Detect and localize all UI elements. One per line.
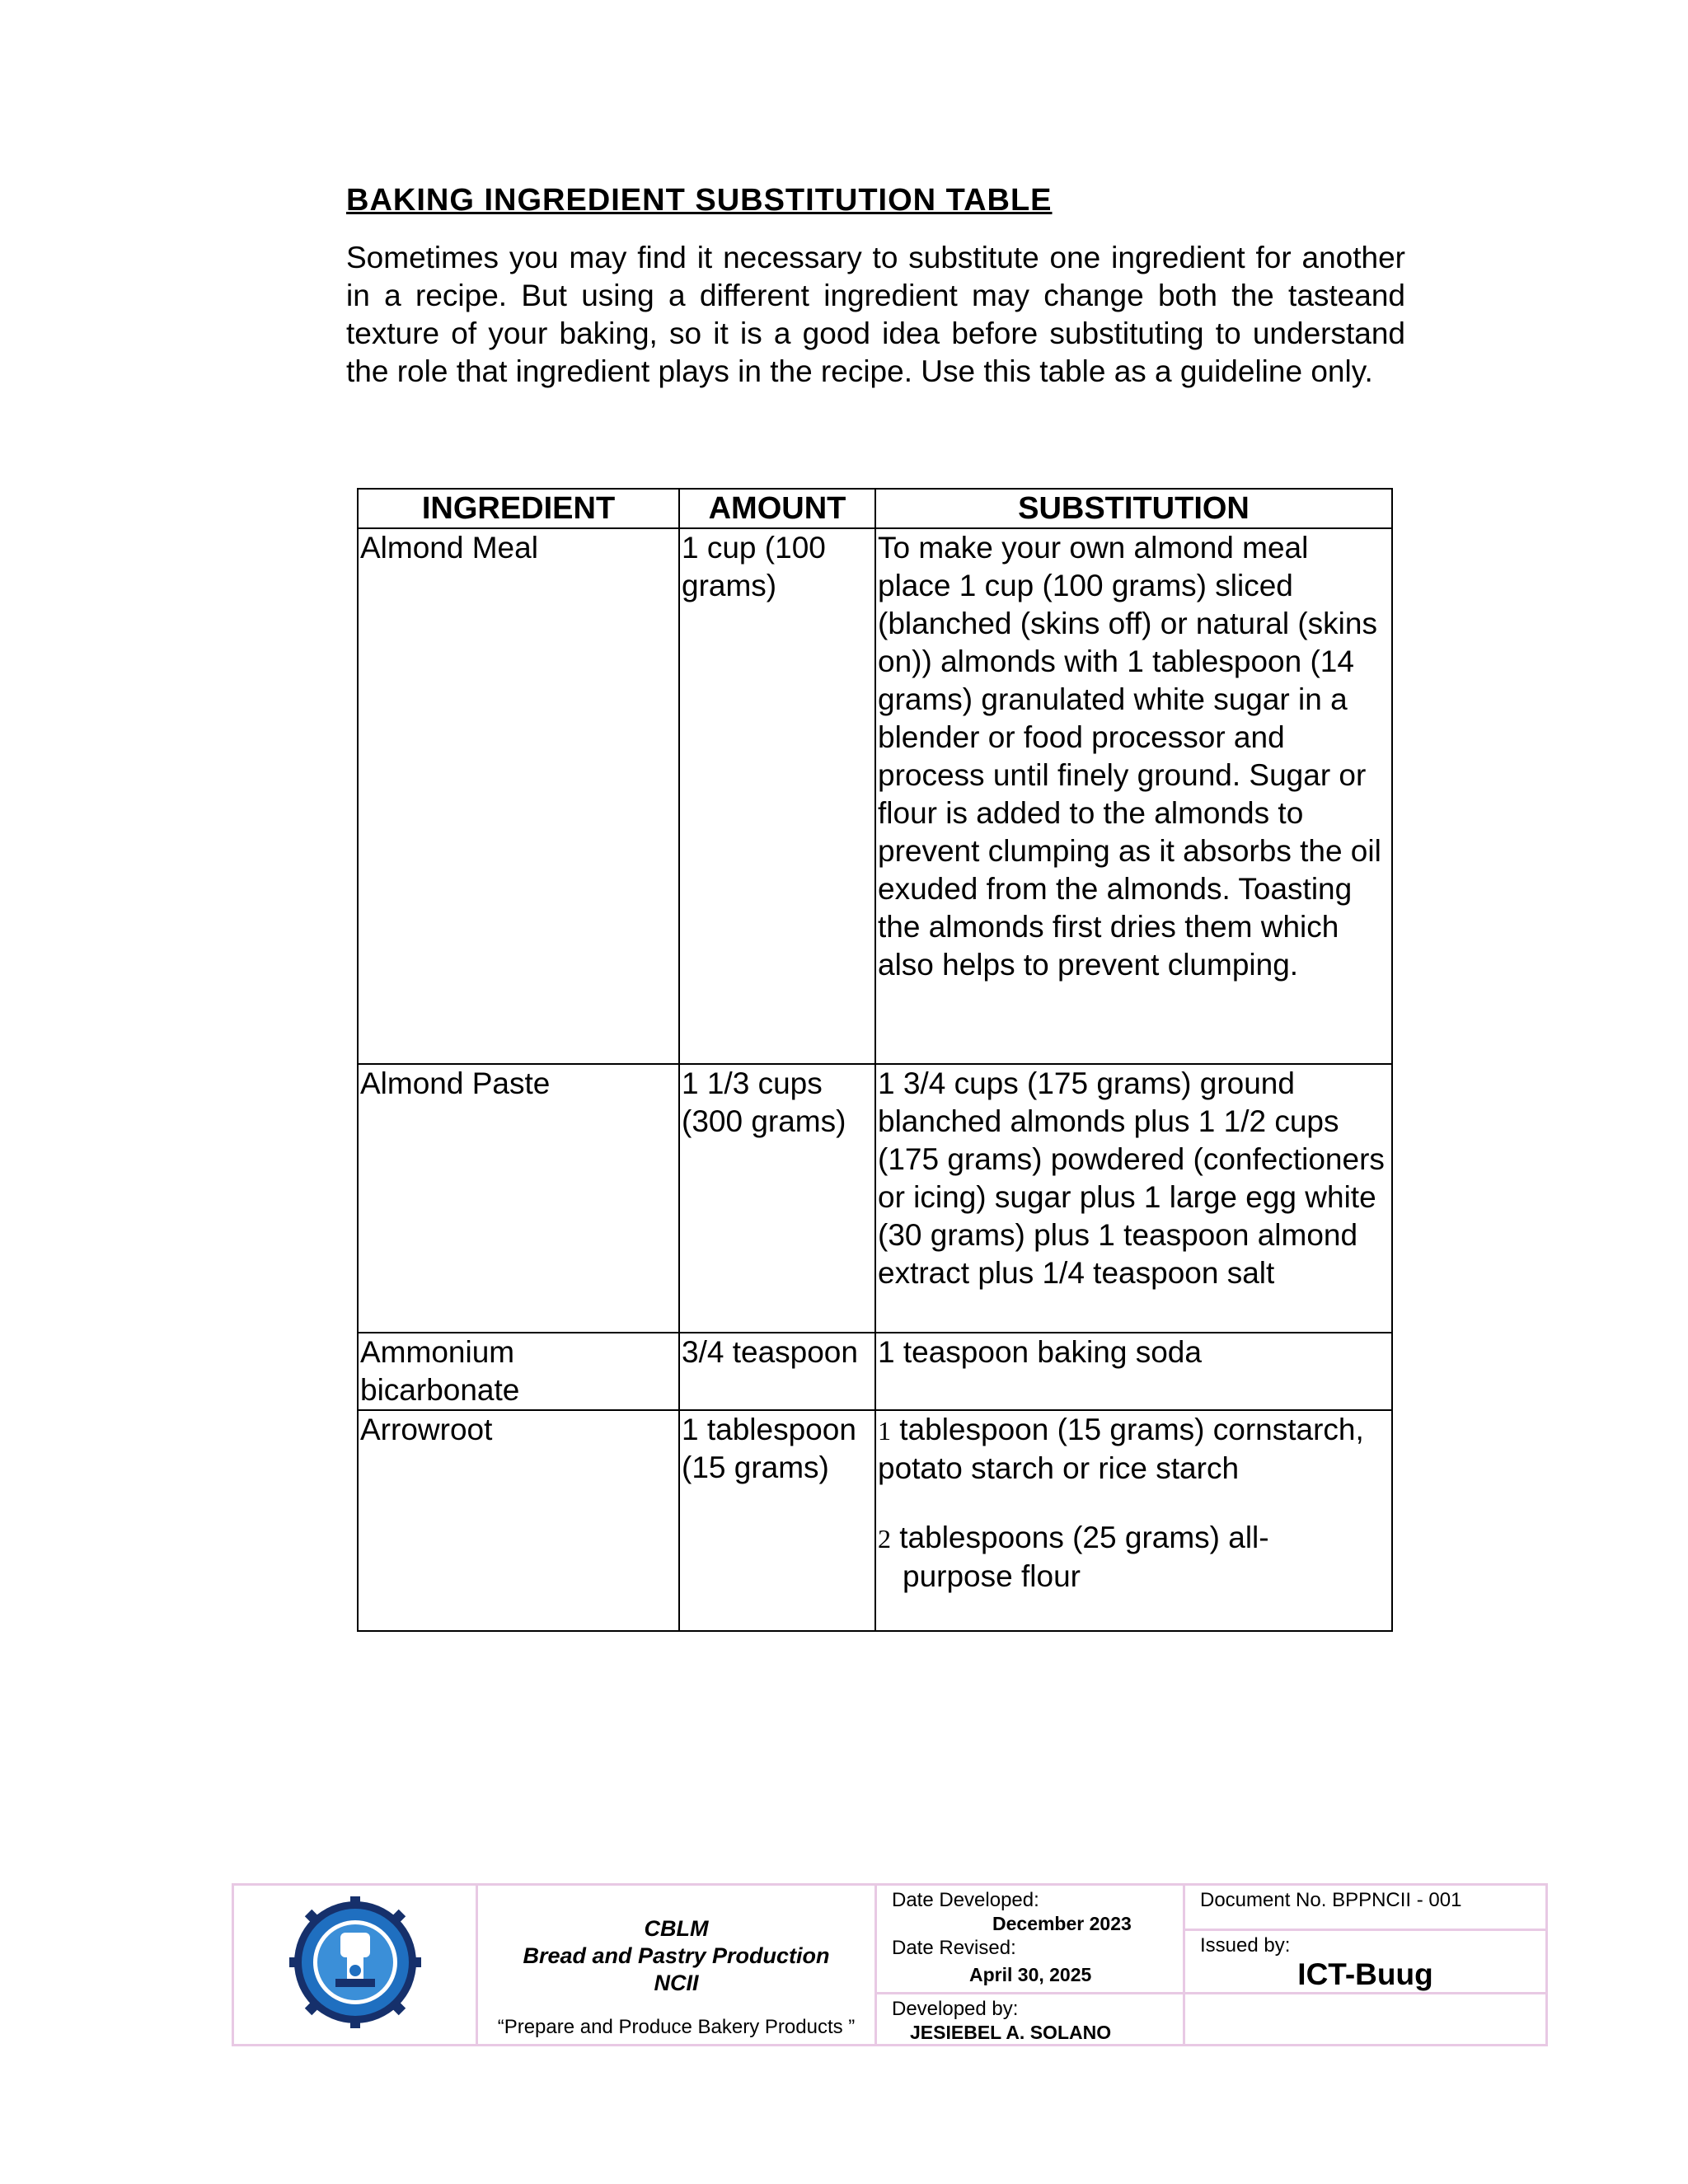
option-text: tablespoon (15 grams) cornstarch, potato starch or rice starch bbox=[878, 1413, 1364, 1485]
table-header-row bbox=[358, 489, 1392, 528]
page-title: BAKING INGREDIENT SUBSTITUTION TABLE bbox=[346, 183, 1053, 218]
substitution-table bbox=[357, 488, 1393, 1632]
option-text-continued: purpose flour bbox=[903, 1559, 1081, 1593]
option-text: tablespoons (25 grams) all- bbox=[899, 1521, 1269, 1554]
substitution-option-2 bbox=[878, 1519, 1390, 1558]
intro-paragraph: Sometimes you may find it necessary to substitute one ingredient for another in a recipe. But using a different ingredient may change both the tasteand texture of your baking, so it is a good idea before substituting to understand the role that ingredient plays in the recipe. Use this table as a guideline only. bbox=[346, 241, 1405, 388]
date-developed-label: Date Developed: bbox=[892, 1889, 1039, 1911]
developed-by-label: Developed by: bbox=[892, 1998, 1019, 2020]
ingredient-cell: Almond Meal bbox=[358, 528, 679, 1064]
empty-cell bbox=[1184, 1994, 1547, 2046]
table-row bbox=[358, 1064, 1392, 1333]
amount-cell: 1 cup (100 grams) bbox=[679, 528, 875, 1064]
course-level: NCII bbox=[654, 1971, 699, 1995]
school-seal-logo bbox=[289, 1896, 421, 2028]
substitution-cell: To make your own almond meal place 1 cup (100 grams) sliced (blanched (skins off) or natural (skins on)) almonds with 1 tablespoon (14 grams) granulated white sugar in a blender or food processor and process until finely ground. Sugar or flour is added to the almonds to prevent clumping as it absorbs the oil exuded from the almonds. Toasting the almonds first dries them which also helps to prevent clumping. bbox=[875, 528, 1392, 1064]
ingredient-cell: Almond Paste bbox=[358, 1064, 679, 1333]
amount-cell: 1 1/3 cups (300 grams) bbox=[679, 1064, 875, 1333]
table-row bbox=[358, 1333, 1392, 1410]
date-developed-value: December 2023 bbox=[992, 1913, 1132, 1934]
developed-by-cell bbox=[876, 1994, 1184, 2046]
gear-icon bbox=[289, 1896, 421, 2028]
substitution-cell: 1 teaspoon baking soda bbox=[875, 1333, 1392, 1410]
developed-by-value: JESIEBEL A. SOLANO bbox=[910, 2022, 1112, 2043]
date-revised-value: April 30, 2025 bbox=[969, 1964, 1092, 1985]
document-number: Document No. BPPNCII - 001 bbox=[1200, 1889, 1462, 1911]
substitution-cell bbox=[875, 1410, 1392, 1631]
course-cell bbox=[477, 1885, 876, 2046]
header-ingredient: INGREDIENT bbox=[358, 489, 679, 528]
document-footer bbox=[232, 1883, 1548, 2046]
date-revised-label: Date Revised: bbox=[892, 1937, 1016, 1959]
logo-cell bbox=[233, 1885, 477, 2046]
cblm-label: CBLM bbox=[644, 1916, 709, 1941]
dates-cell bbox=[876, 1885, 1184, 1994]
table-row bbox=[358, 528, 1392, 1064]
option-number: 1 bbox=[878, 1416, 891, 1446]
document-number-cell bbox=[1184, 1885, 1547, 1930]
course-motto: “Prepare and Produce Bakery Products ” bbox=[497, 2016, 856, 2038]
amount-cell: 1 tablespoon (15 grams) bbox=[679, 1410, 875, 1631]
header-substitution: SUBSTITUTION bbox=[875, 489, 1392, 528]
issued-by-value: ICT-Buug bbox=[1297, 1957, 1433, 1991]
header-amount: AMOUNT bbox=[679, 489, 875, 528]
amount-cell: 3/4 teaspoon bbox=[679, 1333, 875, 1410]
issued-by-label: Issued by: bbox=[1200, 1934, 1291, 1957]
ingredient-cell: Arrowroot bbox=[358, 1410, 679, 1631]
table-row bbox=[358, 1410, 1392, 1631]
substitution-option-1 bbox=[878, 1411, 1390, 1488]
course-name: Bread and Pastry Production bbox=[523, 1943, 830, 1968]
issued-by-cell bbox=[1184, 1930, 1547, 1994]
substitution-cell: 1 3/4 cups (175 grams) ground blanched almonds plus 1 1/2 cups (175 grams) powdered (confectioners or icing) sugar plus 1 large egg white (30 grams) plus 1 teaspoon almond extract plus 1/4 teaspoon salt bbox=[875, 1064, 1392, 1333]
ingredient-cell: Ammonium bicarbonate bbox=[358, 1333, 679, 1410]
option-number: 2 bbox=[878, 1524, 891, 1554]
